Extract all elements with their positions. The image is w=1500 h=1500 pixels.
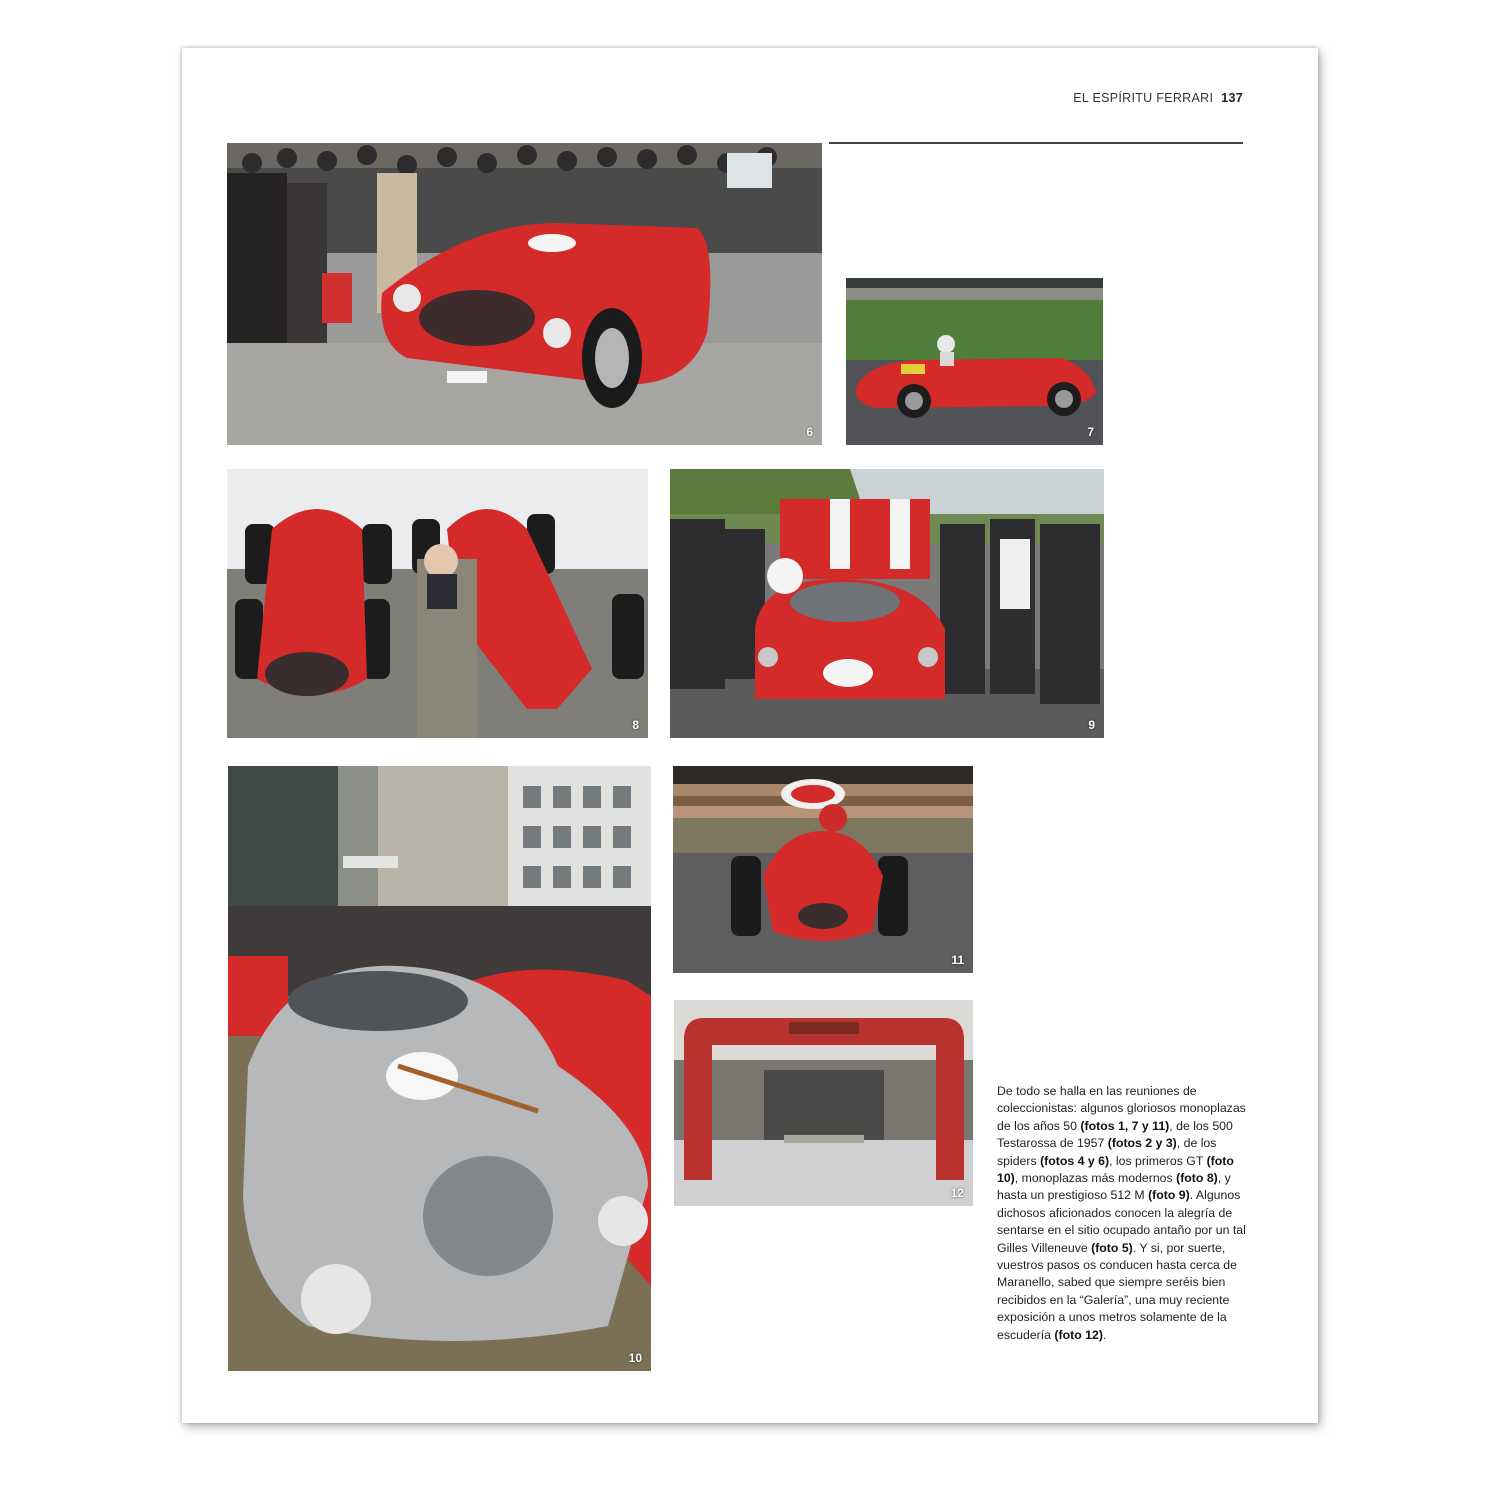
running-head [1040, 91, 1243, 105]
body-text-run: , monoplazas más modernos [1014, 1171, 1177, 1186]
page-number: 137 [1221, 91, 1243, 105]
photo-10-number: 10 [628, 1351, 642, 1365]
body-text-run: , y hasta un prestigioso 512 M [997, 1171, 1231, 1203]
photo-7-image [846, 278, 1103, 445]
body-text-run: De todo se halla en las reuniones de coleccionistas: algunos gloriosos monoplazas de los años 50 [997, 1084, 1246, 1133]
body-text-run: , de los spiders [997, 1136, 1217, 1168]
photo-6-number: 6 [806, 425, 813, 439]
body-paragraph [997, 1083, 1257, 1344]
photo-12 [674, 1000, 973, 1206]
photo-8-image [227, 469, 648, 738]
photo-11-image [673, 766, 973, 973]
body-text-run: , de los 500 Testarossa de 1957 [997, 1118, 1233, 1151]
photo-6-image [227, 143, 822, 445]
photo-8-number: 8 [632, 718, 639, 732]
photo-7 [846, 278, 1103, 445]
photo-reference: (foto 5) [1091, 1240, 1133, 1255]
body-text-run: . [1102, 1327, 1107, 1342]
header-rule [829, 142, 1243, 144]
photo-12-image [674, 1000, 973, 1206]
photo-11 [673, 766, 973, 973]
photo-reference: (fotos 4 y 6) [1040, 1153, 1110, 1168]
photo-reference: (foto 10) [997, 1153, 1234, 1186]
photo-9-image [670, 469, 1104, 738]
photo-8 [227, 469, 648, 738]
photo-reference: (fotos 2 y 3) [1107, 1136, 1177, 1151]
photo-12-number: 12 [950, 1186, 964, 1200]
photo-9-number: 9 [1088, 718, 1095, 732]
photo-reference: (foto 8) [1176, 1171, 1218, 1186]
body-text-run: . Algunos dichosos aficionados conocen la alegría de sentarse en el sitio ocupado antaño por un tal Gilles Villeneuve [997, 1188, 1246, 1255]
section-title: EL ESPÍRITU FERRARI [1073, 91, 1214, 105]
photo-10 [228, 766, 651, 1371]
photo-11-number: 11 [951, 953, 964, 967]
photo-9 [670, 469, 1104, 738]
photo-reference: (foto 9) [1148, 1188, 1190, 1203]
photo-6 [227, 143, 822, 445]
body-text-run: , los primeros GT [1109, 1153, 1207, 1168]
photo-10-image [228, 766, 651, 1371]
body-text-run: . Y si, por suerte, vuestros pasos os conducen hasta cerca de Maranello, sabed que siempre seréis bien recibidos en la “Galería”, una muy reciente exposición a unos metros solamente de la escudería [997, 1240, 1237, 1342]
photo-7-number: 7 [1087, 425, 1094, 439]
photo-reference: (foto 12) [1054, 1327, 1103, 1342]
photo-reference: (fotos 1, 7 y 11) [1080, 1118, 1170, 1133]
